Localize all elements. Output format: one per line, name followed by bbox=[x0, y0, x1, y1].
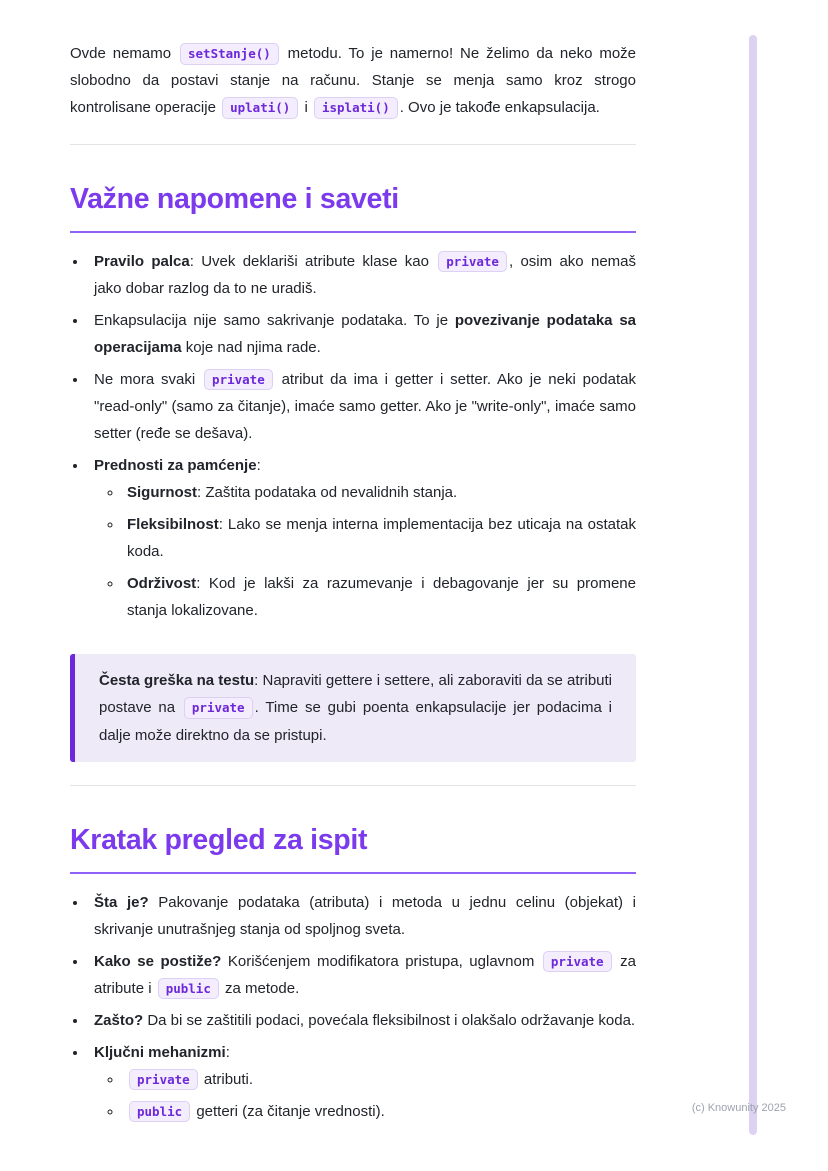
inline-code: public bbox=[158, 978, 219, 1000]
list-item bbox=[88, 452, 636, 624]
intro-paragraph: Ovde nemamo setStanje() metodu. To je namerno! Ne želimo da neko može slobodno da postavi stanje na računu. Stanje se menja samo kroz strogo kontrolisane operacije uplati() i isplati() . Ovo je takođe enkapsulacija. bbox=[70, 40, 636, 121]
list-item: • Šta je? Pakovanje podataka (atributa) i metoda u jednu celinu (objekat) i skrivanje unutrašnjeg stanja od spoljnog sveta. bbox=[88, 889, 636, 943]
document-content bbox=[70, 40, 636, 1130]
sublist bbox=[94, 1066, 636, 1125]
list-item: • Pravilo palca: Uvek deklariši atribute klase kao private , osim ako nemaš jako dobar razlog da to ne uradiš. bbox=[88, 248, 636, 302]
callout-common-mistake bbox=[70, 654, 636, 762]
sublist-item: ◦ Održivost: Kod je lakši za razumevanje i debagovanje jer su promene stanja lokalizovane. bbox=[123, 570, 636, 624]
bold-text: Održivost bbox=[127, 574, 197, 592]
inline-code: isplati() bbox=[314, 97, 398, 119]
sublist-item: ◦ private atributi. bbox=[123, 1066, 636, 1093]
list-item: • Zašto? Da bi se zaštitili podaci, povećala fleksibilnost i olakšalo održavanje koda. bbox=[88, 1007, 636, 1034]
inline-code: public bbox=[129, 1101, 190, 1123]
review-list bbox=[70, 889, 636, 1125]
scrollbar[interactable] bbox=[749, 35, 757, 1135]
list-item: • Kako se postiže? Korišćenjem modifikatora pristupa, uglavnom private za atribute i public za metode. bbox=[88, 948, 636, 1002]
bold-text: Kako se postiže? bbox=[94, 952, 222, 970]
bold-text: Pravilo palca bbox=[94, 252, 190, 270]
callout-text: Česta greška na testu: Napraviti gettere i settere, ali zaboraviti da se atributi postave na private . Time se gubi poenta enkapsulacije jer podacima i dalje može direktno da se pristupi. bbox=[99, 671, 612, 744]
bold-text: Česta greška na testu bbox=[99, 671, 255, 689]
inline-code: private bbox=[129, 1069, 198, 1091]
section-heading-notes: Važne napomene i saveti bbox=[70, 183, 636, 233]
sublist-item: ◦ Sigurnost: Zaštita podataka od nevalidnih stanja. bbox=[123, 479, 636, 506]
inline-code: private bbox=[438, 251, 507, 273]
inline-code: uplati() bbox=[222, 97, 298, 119]
bold-text: Prednosti za pamćenje bbox=[94, 456, 257, 474]
list-item: • Enkapsulacija nije samo sakrivanje podataka. To je povezivanje podataka sa operacijama koje nad njima rade. bbox=[88, 307, 636, 361]
notes-list bbox=[70, 248, 636, 624]
bold-text: Fleksibilnost bbox=[127, 515, 219, 533]
watermark: (c) Knowunity 2025 bbox=[691, 1102, 786, 1114]
bold-text: Zašto? bbox=[94, 1011, 144, 1029]
bold-text: povezivanje podataka sa operacijama bbox=[94, 311, 637, 356]
sublist bbox=[94, 479, 636, 624]
inline-code: private bbox=[204, 369, 273, 391]
section-divider bbox=[70, 144, 636, 145]
inline-code: private bbox=[543, 951, 612, 973]
section-divider bbox=[70, 785, 636, 786]
list-item bbox=[88, 1039, 636, 1125]
inline-code: private bbox=[184, 697, 253, 719]
inline-code: setStanje() bbox=[180, 43, 279, 65]
sublist-item: ◦ Fleksibilnost: Lako se menja interna implementacija bez uticaja na ostatak koda. bbox=[123, 511, 636, 565]
section-heading-review: Kratak pregled za ispit bbox=[70, 824, 636, 874]
list-item-text: Prednosti za pamćenje: bbox=[94, 456, 261, 474]
bold-text: Sigurnost bbox=[127, 483, 197, 501]
list-item: • Ne mora svaki private atribut da ima i getter i setter. Ako je neki podatak "read-only" (samo za čitanje), imaće samo getter. Ako je "write-only", imaće samo setter (ređe se dešava). bbox=[88, 366, 636, 447]
bold-text: Šta je? bbox=[94, 893, 149, 911]
sublist-item: ◦ public getteri (za čitanje vrednosti). bbox=[123, 1098, 636, 1125]
list-item-text: Ključni mehanizmi: bbox=[94, 1043, 230, 1061]
bold-text: Ključni mehanizmi bbox=[94, 1043, 226, 1061]
